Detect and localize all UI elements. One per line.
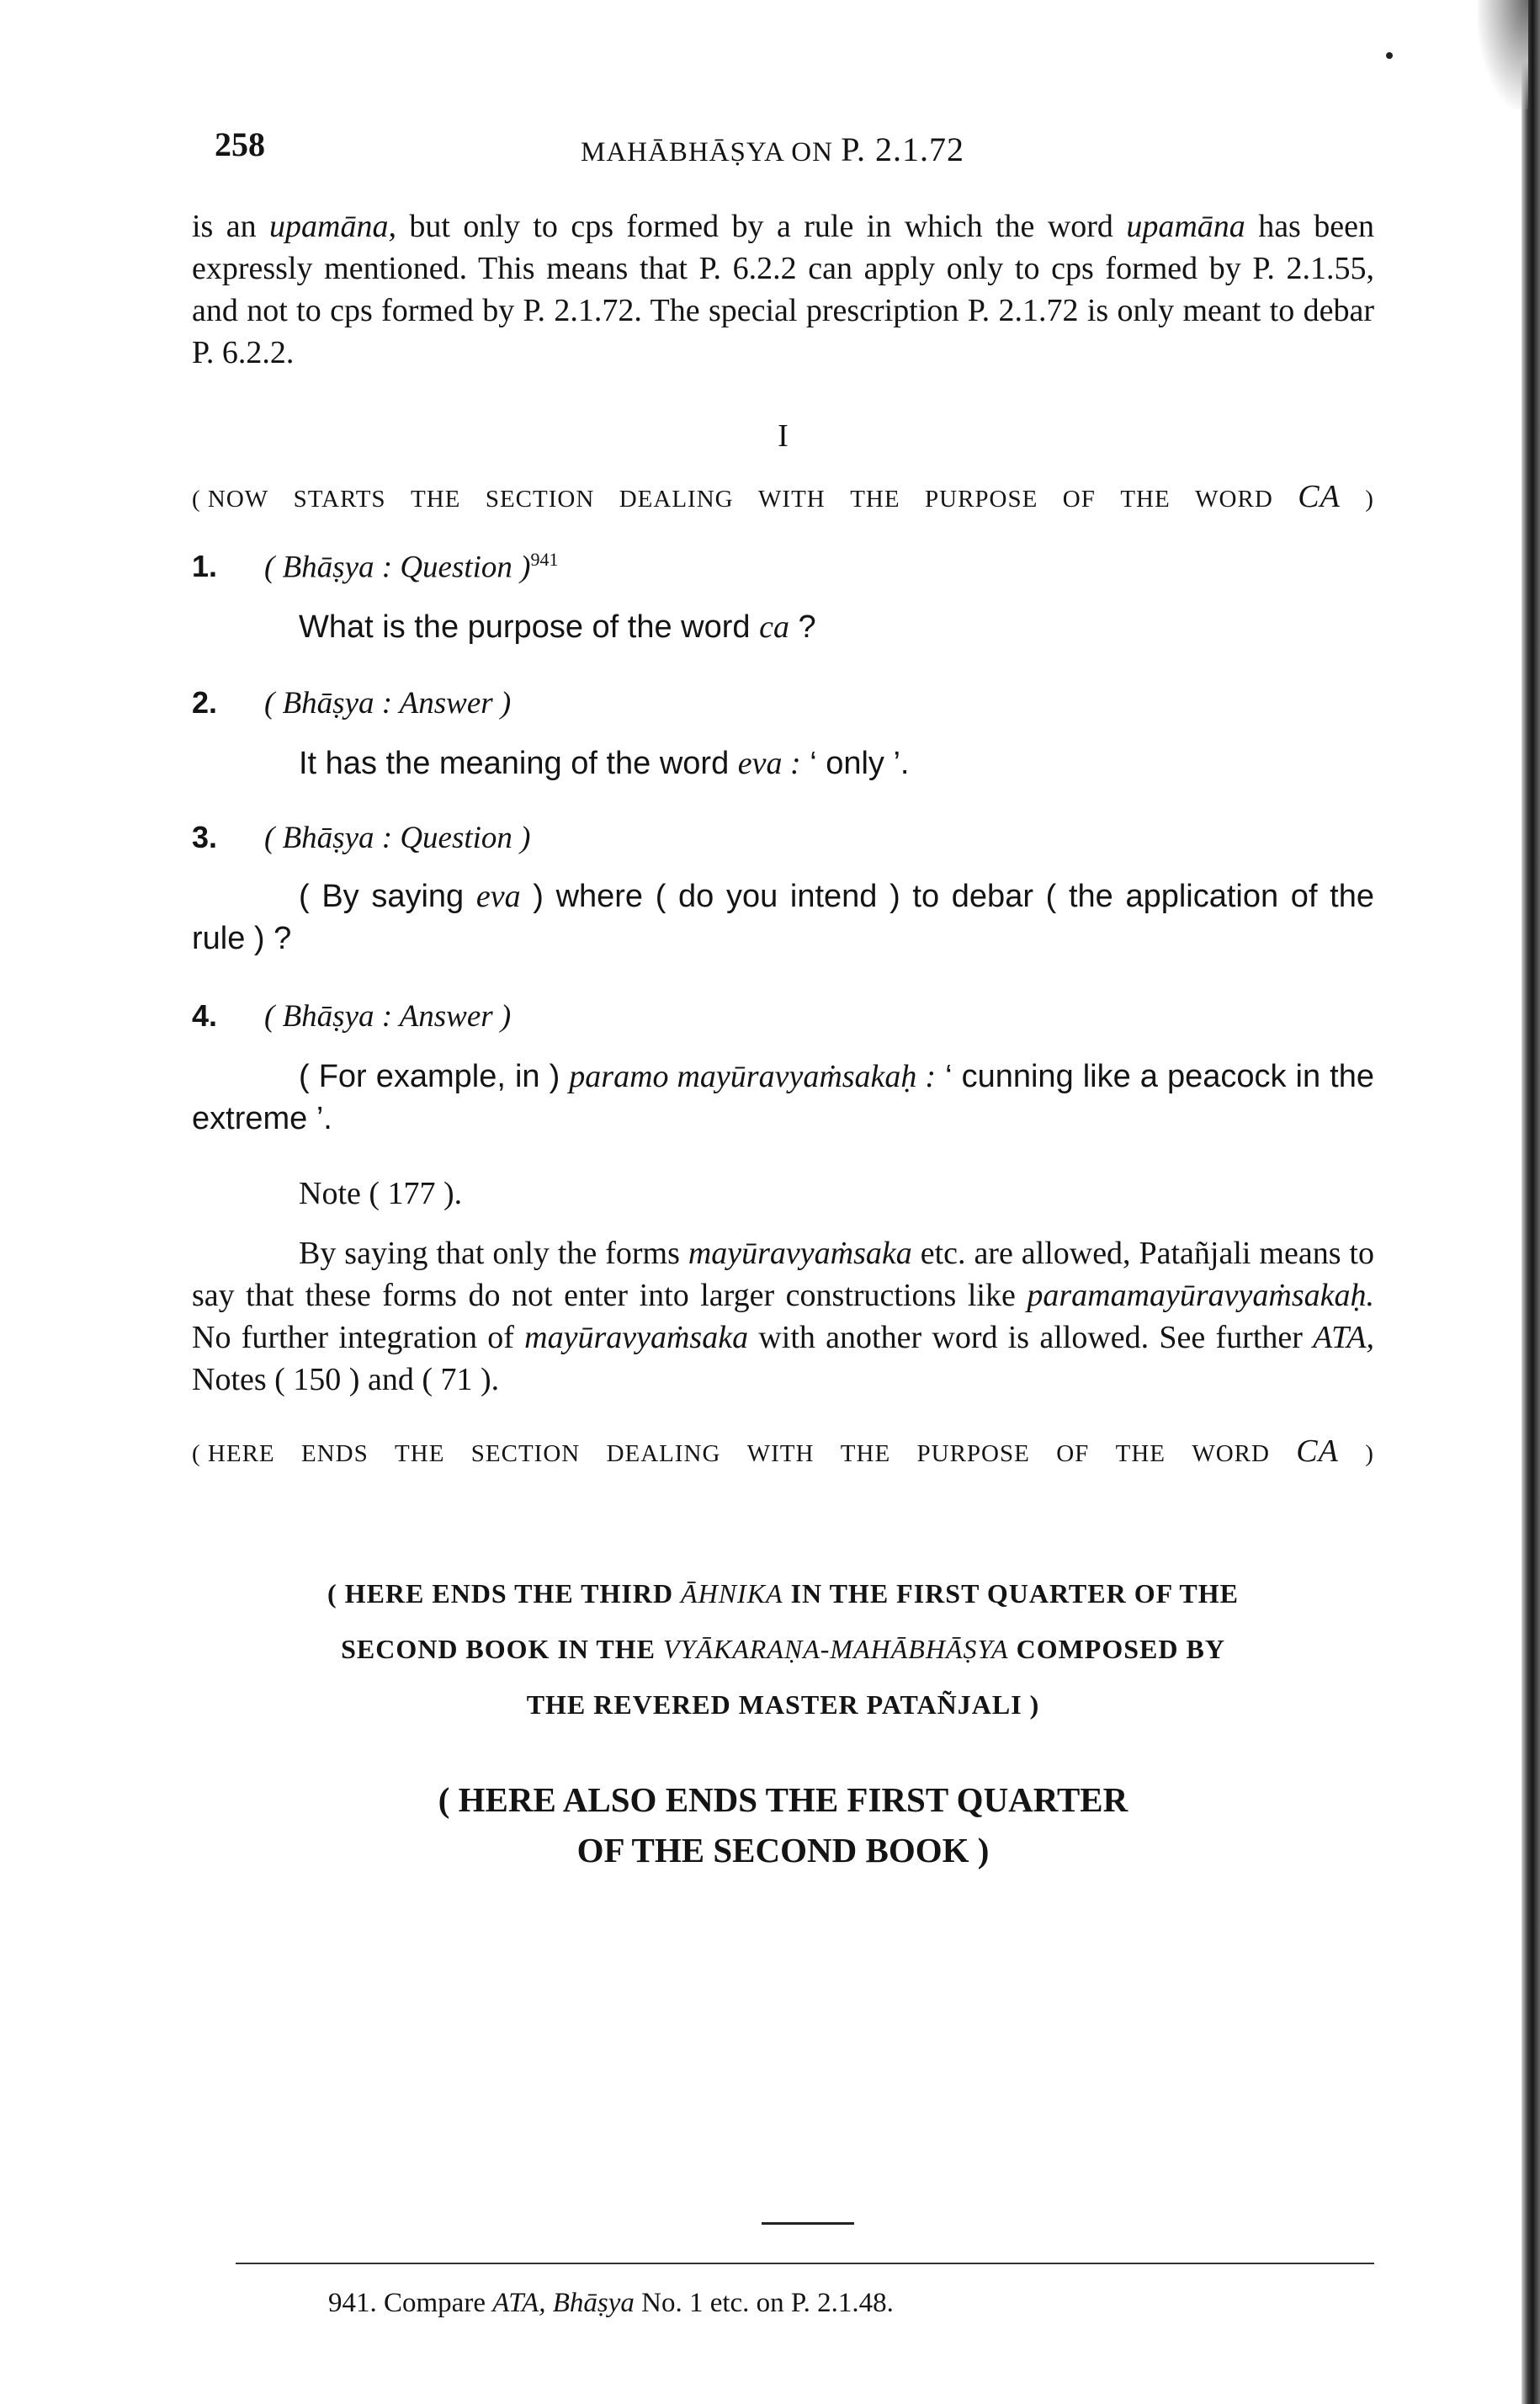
colophon-line-3: THE REVERED MASTER PATAÑJALI ) [526,1689,1040,1720]
intro-text: has been expressly mentioned. This means that P. 6.2.2 can apply only to cps formed by P. 2.1.55, and not to cps formed by P. 2.1.72. The special prescription P. 2.1.72 is only meant to debar P. 6.2.2. [192,209,1374,370]
quarter-line-2: OF THE SECOND BOOK ) [576,1831,990,1869]
heading-word: THE [1115,1440,1166,1467]
item-1-text [192,606,1374,648]
item-term: eva : [737,746,801,781]
colophon-term: VYĀKARAṆA-MAHĀBHĀṢYA [663,1634,1009,1664]
footnote-term: Bhāṣya [552,2288,635,2318]
heading-word: THE [1120,486,1171,513]
colophon-text: IN THE FIRST QUARTER OF THE [783,1578,1239,1609]
item-2-text [192,742,1374,784]
running-head-title: MAHĀBHĀṢYA ON [581,137,842,168]
note-text: By saying that only the forms [299,1236,688,1271]
colophon-term: ĀHNIKA [681,1578,783,1609]
note-text: etc. are allowed, Patañjali means to say that these forms do not enter into larger constructions like [192,1236,1374,1313]
footnote-text: 941. Compare [328,2288,493,2318]
heading-word: THE [395,1440,445,1467]
footnote-ref: 941 [530,549,559,570]
heading-paren: ) [1365,486,1374,513]
quarter-line-1: ( HERE ALSO ENDS THE FIRST QUARTER [438,1780,1128,1819]
note-paragraph [192,1232,1374,1401]
item-number: 2. [192,685,218,720]
heading-word: THE [411,486,461,513]
heading-word: OF [1062,486,1096,513]
heading-word-ca: CA [1298,479,1341,514]
section-numeral: I [778,418,789,454]
heading-word: THE [840,1440,891,1467]
note-term: mayūravyaṁsaka [688,1236,912,1271]
item-text: ‘ cunning like a peacock in the extreme ’. [192,1059,1374,1136]
item-1-head [192,549,1374,585]
item-text: ( For example, in ) [299,1059,570,1094]
ahnika-closing-colophon [192,1566,1374,1732]
intro-text: is an [192,209,270,244]
heading-word: STARTS [293,486,386,513]
item-text: What is the purpose of the word [299,609,760,645]
heading-word: SECTION [470,1440,581,1467]
heading-word: WITH [758,486,826,513]
heading-paren: ) [1365,1440,1374,1467]
heading-word: ( HERE [192,1440,275,1467]
footnote-term: ATA, [492,2288,546,2318]
colophon-text: COMPOSED BY [1008,1634,1225,1664]
heading-word: PURPOSE [916,1440,1030,1467]
intro-term: upamāna, [269,209,396,244]
note-text: Notes ( 150 ) and ( 71 ). [192,1362,500,1397]
note-text: with another word is allowed. See further [748,1320,1314,1355]
item-label: ( Bhāṣya : Question ) [264,821,531,855]
page-edge-shadow-top [1478,0,1528,109]
section-close-heading [192,1433,1374,1470]
item-text: ‘ only ’. [800,746,910,781]
heading-word: OF [1056,1440,1090,1467]
colophon-line-1 [192,1566,1374,1621]
page-number: 258 [215,125,265,163]
item-term: paramo mayūravyaṁsakaḥ : [569,1059,937,1094]
item-label: ( Bhāṣya : Answer ) [264,999,512,1034]
footnote-text: No. 1 etc. on P. 2.1.48. [634,2288,894,2318]
heading-word: WORD [1195,486,1273,513]
item-4-head [192,998,1374,1034]
heading-word: ENDS [300,1440,369,1467]
scan-speck [1386,52,1393,59]
item-term: ca [759,609,789,645]
note-term: mayūravyaṁsaka [524,1320,749,1355]
item-text: It has the meaning of the word [299,746,738,781]
item-3-head [192,820,1374,856]
heading-word: PURPOSE [925,486,1038,513]
note-title: Note ( 177 ). [299,1176,463,1211]
page-edge-shadow [1521,0,1540,2404]
quarter-closing-colophon [192,1774,1374,1875]
item-text: ( By saying [299,879,476,914]
colophon-text: ( HERE ENDS THE THIRD [327,1578,682,1609]
intro-term: upamāna [1126,209,1245,244]
heading-word-ca: CA [1296,1433,1339,1469]
footnote-text [545,2288,552,2318]
note-heading [299,1175,804,1212]
section-divider [762,2222,854,2225]
item-label: ( Bhāṣya : Question ) [264,550,531,585]
colophon-text: SECOND BOOK IN THE [341,1634,663,1664]
page-header [0,125,1540,175]
heading-word: ( NOW [192,486,269,513]
section-open-heading [192,478,1374,515]
running-head-rule: P. 2.1.72 [841,130,965,168]
item-number: 3. [192,820,218,854]
note-term: paramamayūravyaṁsakaḥ. [1027,1278,1374,1313]
item-label: ( Bhāṣya : Answer ) [264,686,512,721]
heading-word: WORD [1192,1440,1270,1467]
colophon-line-2 [192,1621,1374,1677]
item-term: eva [475,879,521,914]
footnote-rule [236,2263,1374,2264]
item-3-text [192,875,1374,960]
item-number: 4. [192,998,218,1033]
running-head [581,130,964,169]
item-text: ? [789,609,816,645]
heading-word: DEALING [619,486,734,513]
item-text: ) where ( do you intend ) to debar ( the application of the rule ) ? [192,879,1374,956]
intro-text: but only to cps formed by a rule in which the word [396,209,1127,244]
intro-paragraph [192,205,1374,374]
footnote-941 [328,2288,894,2319]
note-term: ATA, [1313,1320,1374,1355]
item-4-text [192,1056,1374,1140]
item-2-head [192,685,1374,721]
item-number: 1. [192,549,218,584]
heading-word: DEALING [606,1440,721,1467]
heading-word: WITH [746,1440,815,1467]
heading-word: SECTION [485,486,595,513]
note-text: No further integration of [192,1320,525,1355]
heading-word: THE [850,486,900,513]
